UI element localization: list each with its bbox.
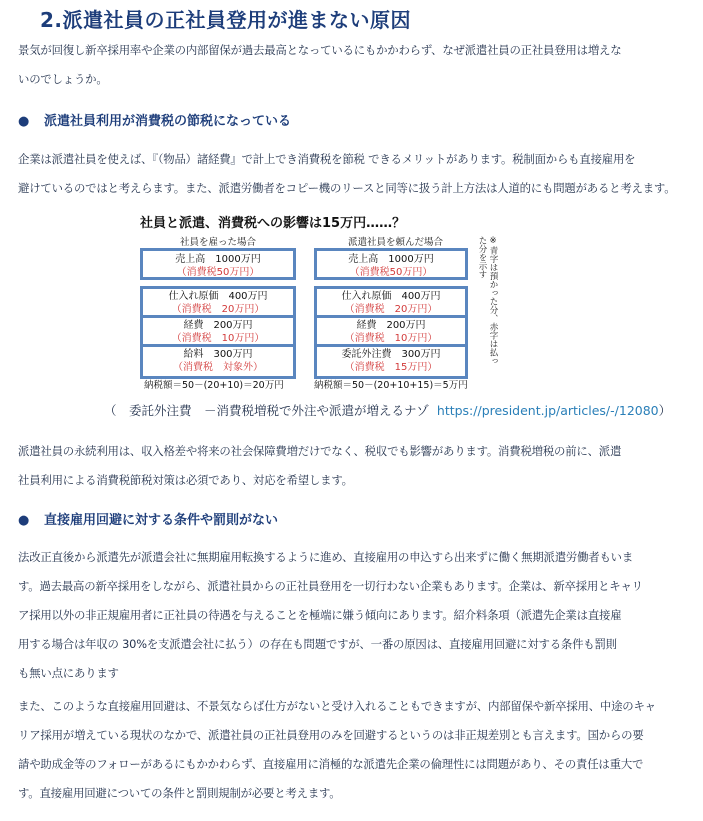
para-line: 用する場合は年収の 30%を支派遣会社に払う）の存在も問題ですが、一番の原因は、直接雇用回避に対する条件も罰則 [18, 637, 617, 651]
section1-title: 派遣社員利用が消費税の節税になっている [44, 114, 292, 129]
figure-title: 社員と派遣、消費税への影響は15万円……？ [140, 216, 406, 231]
cost-cell: 委託外注費 300万円 （消費税 15万円） [341, 349, 441, 373]
sales-text: 売上高 1000万円 [348, 254, 434, 265]
para-line: も無い点にあります [18, 666, 119, 680]
para-line: す。直接雇用回避についての条件と罰則規制が必要と考えます。 [18, 786, 341, 800]
right-sales-box [314, 248, 468, 280]
sales-tax-text: （消費税50万円） [176, 267, 260, 278]
section1-paragraph [18, 145, 686, 203]
para-line: 法改正直後から派遣先が派遣会社に無期雇用転換するように進め、直接雇用の申込すら出来ずに働く無期派遣労働者もいま [18, 550, 634, 564]
paragraph-3 [18, 692, 686, 808]
intro-line: いのでしょうか。 [18, 72, 108, 86]
para-line: 避けているのではと考えらます。また、派遣労働者をコピー機のリースと同等に扱う計上方法は人道的にも問題があると考えます。 [18, 181, 676, 195]
source-link[interactable]: https://president.jp/articles/-/12080 [436, 403, 659, 418]
section1-heading [18, 110, 291, 129]
para-line: 派遣社員の永続利用は、収入格差や将来の社会保障費増だけでなく、税収でも影響があります。消費税増税の前に、派遣 [18, 444, 622, 458]
section2-paragraph [18, 543, 686, 688]
left-cost-stack [140, 286, 296, 379]
section2-heading [18, 509, 278, 528]
cost-cell: 給料 300万円 （消費税 対象外） [173, 349, 263, 373]
para-line: また、このような直接雇用回避は、不景気ならば仕方がないと受け入れることもできますが、内部留保や新卒採用、中途のキャ [18, 699, 656, 713]
right-cost-stack [314, 286, 468, 379]
sales-text: 売上高 1000万円 [175, 254, 261, 265]
sales-tax-text: （消費税50万円） [349, 267, 433, 278]
bullet-icon: ● [18, 114, 30, 129]
page-title: 2.派遣社員の正社員登用が進まない原因 [40, 8, 412, 32]
tax-comparison-figure [136, 212, 506, 392]
right-tax-calc: 納税額＝50－(20+10+15)＝5万円 [314, 380, 468, 391]
left-column-label: 社員を雇った場合 [180, 237, 257, 248]
bullet-icon: ● [18, 513, 30, 528]
intro-line: 景気が回復し新卒採用率や企業の内部留保が過去最高となっているにもかかわらず、なぜ派遣社員の正社員登用は増えな [18, 43, 622, 57]
right-column-label: 派遣社員を頼んだ場合 [348, 237, 444, 248]
cost-cell: 仕入れ原価 400万円 （消費税 20万円） [317, 289, 465, 318]
para-line: 社員利用による消費税節税対策は必須であり、対応を希望します。 [18, 473, 353, 487]
para-line: リア採用が増えている現状のなかで、派遣社員の正社員登用のみを回避するというのは非正規差別とも言えます。国からの要 [18, 728, 644, 742]
figure-note: ※青字は預かった分、赤字は払った分を示す [477, 236, 498, 365]
left-sales-box [140, 248, 296, 280]
para-line: す。過去最高の新卒採用をしながら、派遣社員からの正社員登用を一切行わない企業もあります。企業は、新卒採用とキャリ [18, 579, 643, 593]
paragraph-2 [18, 437, 686, 495]
cost-cell: 仕入れ原価 400万円 （消費税 20万円） [143, 289, 293, 318]
section2-title: 直接雇用回避に対する条件や罰則がない [44, 513, 279, 528]
caption-text: （ 委託外注費 －消費税増税で外注や派遣が増えるナゾ [104, 403, 429, 418]
para-line: 企業は派遣社員を使えば、『（物品）諸経費』で計上でき消費税を節税 できるメリットがあります。税制面からも直接雇用を [18, 152, 636, 166]
intro-paragraph [18, 36, 686, 94]
cost-cell: 経費 200万円 （消費税 10万円） [143, 318, 293, 347]
figure-caption [104, 401, 671, 419]
para-line: ア採用以外の非正規雇用者に正社員の待遇を与えることを極端に嫌う傾向にあります。紹介料条項（派遣先企業は直接雇 [18, 608, 622, 622]
caption-close: ） [658, 403, 672, 418]
left-tax-calc: 納税額＝50－(20+10)＝20万円 [144, 380, 284, 391]
para-line: 請や助成金等のフォローがあるにもかかわらず、直接雇用に消極的な派遣先企業の倫理性には問題があり、その責任は重大で [18, 757, 644, 771]
cost-cell: 経費 200万円 （消費税 10万円） [317, 318, 465, 347]
